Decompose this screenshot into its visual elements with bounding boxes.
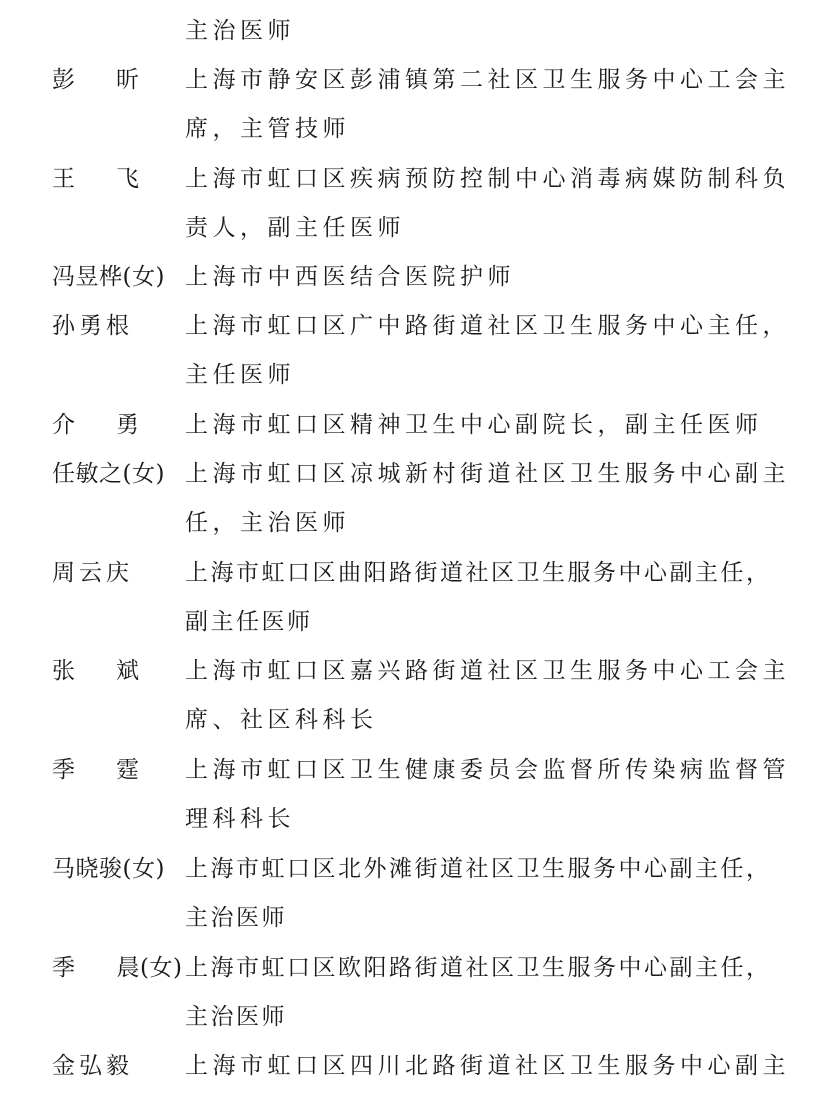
- entry-name: 金弘毅: [52, 1053, 133, 1079]
- entry-description: 上海市中西医结合医院护师: [185, 264, 515, 290]
- entry-name: 周云庆: [52, 560, 133, 586]
- entry-name: 任敏之(女): [52, 461, 165, 487]
- entry-name: 介勇: [52, 412, 180, 438]
- entry-description: 上海市虹口区嘉兴路街道社区卫生服务中心工会主席、社区科科长: [185, 658, 790, 733]
- entry-name: 季霆: [52, 757, 180, 783]
- entry-description: 主治医师: [185, 18, 295, 44]
- entry-description: 上海市虹口区曲阳路街道社区卫生服务中心副主任，副主任医师: [185, 560, 772, 635]
- entry-description: 上海市虹口区精神卫生中心副院长，副主任医师: [185, 412, 763, 438]
- entry-description: 上海市虹口区北外滩街道社区卫生服务中心副主任，主治医师: [185, 856, 772, 931]
- entry-description: 上海市虹口区广中路街道社区卫生服务中心主任，主任医师: [185, 313, 790, 388]
- entry-name-first: 季 晨(女): [52, 955, 183, 981]
- entry-description: 上海市虹口区四川北路街道社区卫生服务中心副主: [185, 1053, 790, 1079]
- entry-name: 冯昱桦(女): [52, 264, 165, 290]
- entry-description: 上海市虹口区卫生健康委员会监督所传染病监督管理科科长: [185, 757, 790, 832]
- entry-description: 上海市静安区彭浦镇第二社区卫生服务中心工会主席，主管技师: [185, 67, 790, 142]
- entry-name: [52, 944, 182, 993]
- entry-description: 上海市虹口区疾病预防控制中心消毒病媒防制科负责人，副主任医师: [185, 166, 790, 241]
- entry-name: 张斌: [52, 658, 180, 684]
- entry-description: 上海市虹口区欧阳路街道社区卫生服务中心副主任，主治医师: [185, 955, 772, 1030]
- entry-name: 马晓骏(女): [52, 856, 165, 882]
- entry-description: 上海市虹口区凉城新村街道社区卫生服务中心副主任，主治医师: [185, 461, 790, 536]
- entry-name: 王飞: [52, 166, 180, 192]
- entry-name: 孙勇根: [52, 313, 133, 339]
- entry-name: 彭昕: [52, 67, 180, 93]
